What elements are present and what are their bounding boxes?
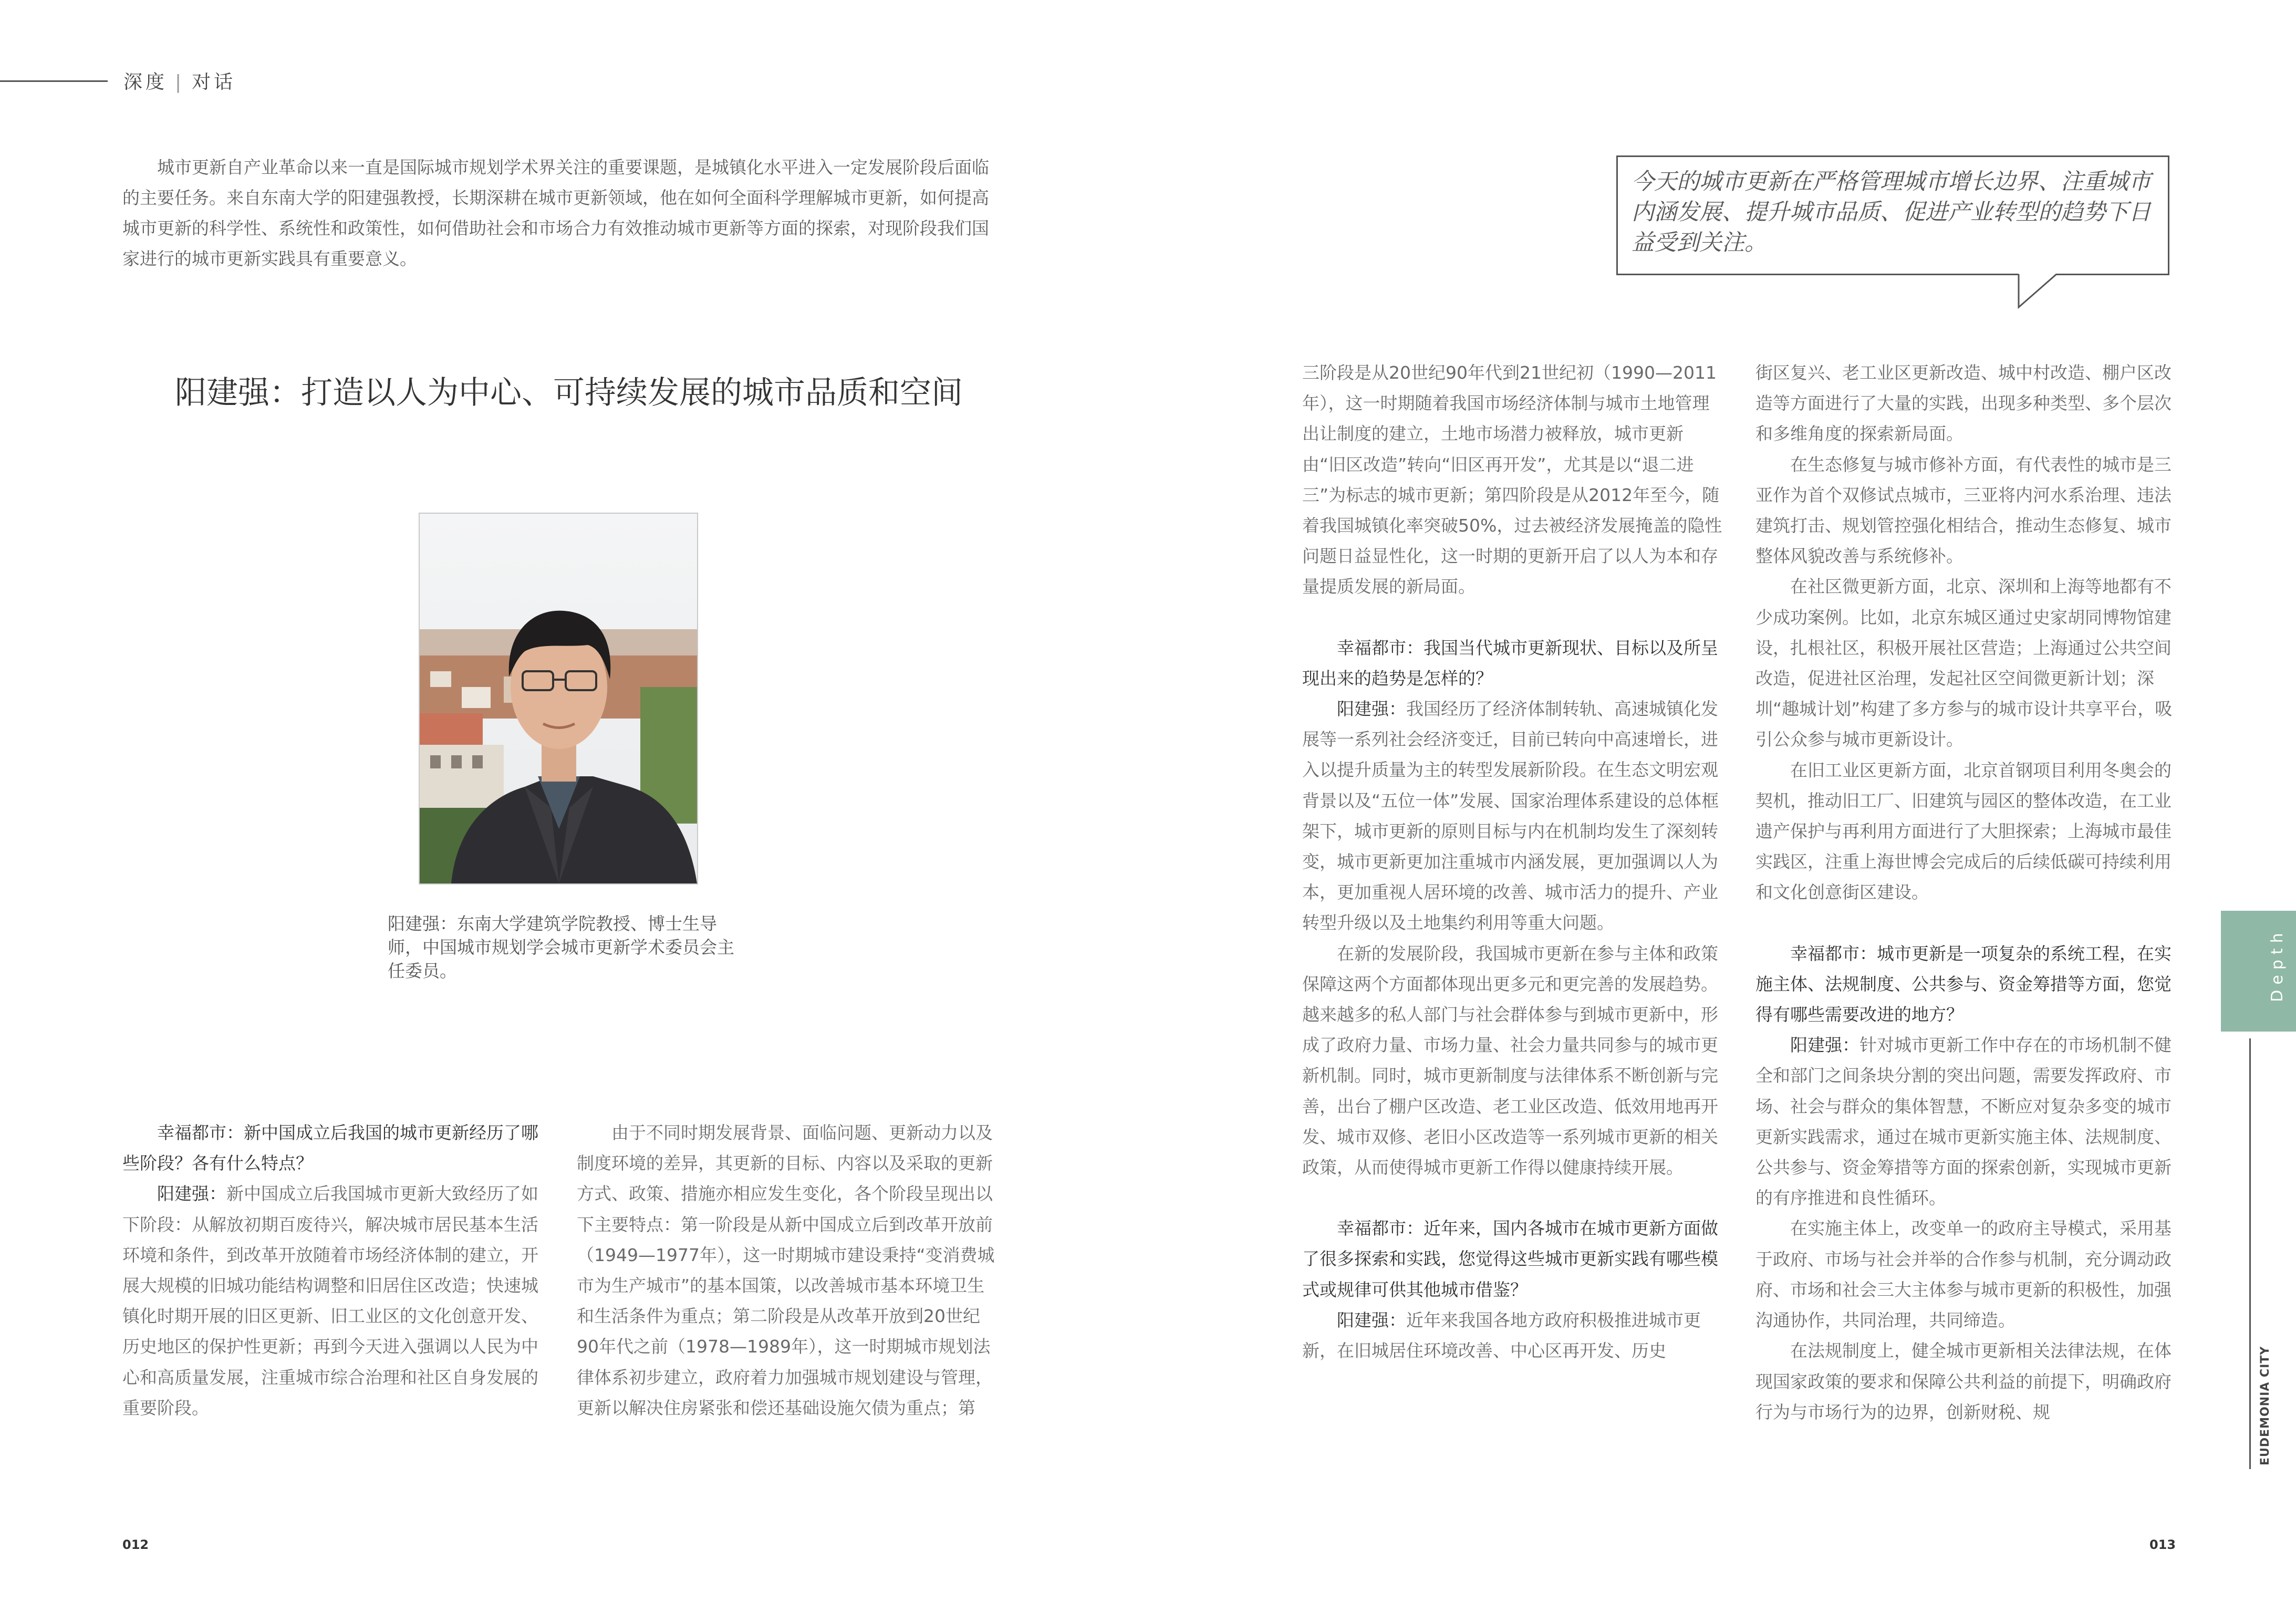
quote-tail-icon — [2017, 273, 2059, 310]
answer-2 — [1302, 694, 1722, 939]
text-column-3 — [1302, 358, 1722, 1366]
header-divider: | — [175, 71, 185, 93]
text-column-1 — [122, 1118, 543, 1423]
pull-quote: 今天的城市更新在严格管理城市增长边界、注重城市内涵发展、提升城市品质、促进产业转型的趋势下日益受到关注。 — [1616, 155, 2169, 275]
page-number-right: 013 — [2149, 1537, 2176, 1552]
interviewer-label: 幸福都市： — [157, 1122, 244, 1143]
question-text: 新中国成立后我国的城市更新经历了哪些阶段？各有什么特点？ — [122, 1122, 538, 1174]
section-side-tab — [2221, 911, 2296, 1032]
question-1 — [122, 1118, 543, 1179]
magazine-brand — [2259, 1313, 2280, 1465]
question-text: 城市更新是一项复杂的系统工程，在实施主体、法规制度、公共参与、资金筹措等方面，您觉得有哪些需要改进的地方？ — [1755, 943, 2172, 1025]
portrait-photo — [419, 513, 698, 884]
interviewee-label: 阳建强： — [1337, 1309, 1406, 1330]
subsection-label: 对话 — [192, 71, 236, 93]
interviewer-label: 幸福都市： — [1790, 943, 1877, 964]
body-paragraph: 在新的发展阶段，我国城市更新在参与主体和政策保障这两个方面都体现出更多元和更完善的发展趋势。越来越多的私人部门与社会群体参与到城市更新中，形成了政府力量、市场力量、社会力量共同参与的城市更新机制。同时，城市更新制度与法律体系不断创新与完善，出台了棚户区改造、老工业区改造、低效用地再开发、城市双修、老旧小区改造等一系列城市更新的相关政策，从而使得城市更新工作得以健康持续开展。 — [1302, 943, 1718, 1178]
body-paragraph: 街区复兴、老工业区更新改造、城中村改造、棚户区改造等方面进行了大量的实践，出现多种类型、多个层次和多维角度的探索新局面。 — [1755, 362, 2172, 444]
body-paragraph: 由于不同时期发展背景、面临问题、更新动力以及制度环境的差异，其更新的目标、内容以及采取的更新方式、政策、措施亦相应发生变化，各个阶段呈现出以下主要特点：第一阶段是从新中国成立后到改革开放前（1949—1977年），这一时期城市建设秉持“变消费城市为生产城市”的基本国策，以改善城市基本环境卫生和生活条件为重点；第二阶段是从改革开放到20世纪90年代之前（1978—1989年），这一时期城市规划法律体系初步建立，政府着力加强城市规划建设与管理，更新以解决住房紧张和偿还基础设施欠债为重点；第 — [577, 1122, 995, 1418]
body-paragraph: 在生态修复与城市修补方面，有代表性的城市是三亚作为首个双修试点城市，三亚将内河水系治理、违法建筑打击、规划管控强化相结合，推动生态修复、城市整体风貌改善与系统修补。 — [1755, 454, 2172, 567]
body-paragraph: 在法规制度上，健全城市更新相关法律法规，在体现国家政策的要求和保障公共利益的前提下，明确政府行为与市场行为的边界，创新财税、规 — [1755, 1340, 2172, 1422]
answer-3 — [1302, 1305, 1722, 1366]
section-label: 深度 — [123, 71, 168, 93]
interviewer-label: 幸福都市： — [1337, 637, 1424, 658]
question-4 — [1755, 939, 2176, 1031]
text-column-4 — [1755, 358, 2176, 1428]
interviewee-label: 阳建强： — [1790, 1035, 1859, 1056]
photo-caption: 阳建强：东南大学建筑学院教授、博士生导师，中国城市规划学会城市更新学术委员会主任委员。 — [388, 913, 734, 981]
text-column-2 — [577, 1118, 997, 1423]
interviewee-label: 阳建强： — [1337, 699, 1406, 720]
interviewee-label: 阳建强： — [157, 1183, 226, 1204]
intro-paragraph: 城市更新自产业革命以来一直是国际城市规划学术界关注的重要课题，是城镇化水平进入一定发展阶段后面临的主要任务。来自东南大学的阳建强教授，长期深耕在城市更新领域，他在如何全面科学理解城市更新，如何提高城市更新的科学性、系统性和政策性，如何借助社会和市场合力有效推动城市更新等方面的探索，对现阶段我们国家进行的城市更新实践具有重要意义。 — [122, 157, 989, 269]
answer-text: 我国经历了经济体制转轨、高速城镇化发展等一系列社会经济变迁，目前已转向中高速增长，进入以提升质量为主的转型发展新阶段。在生态文明宏观背景以及“五位一体”发展、国家治理体系建设的总体框架下，城市更新的原则目标与内在机制均发生了深刻转变，城市更新更加注重城市内涵发展，更加强调以人为本，更加重视人居环境的改善、城市活力的提升、产业转型升级以及土地集约利用等重大问题。 — [1302, 699, 1719, 933]
question-text: 我国当代城市更新现状、目标以及所呈现出来的趋势是怎样的？ — [1302, 637, 1718, 689]
answer-text: 近年来我国各地方政府积极推进城市更新，在旧城居住环境改善、中心区再开发、历史 — [1302, 1309, 1701, 1361]
question-2 — [1302, 633, 1722, 694]
brand-label: EUDEMONIA CITY — [2259, 1346, 2272, 1465]
question-3 — [1302, 1213, 1722, 1305]
question-text: 近年来，国内各城市在城市更新方面做了很多探索和实践，您觉得这些城市更新实践有哪些模式或规律可供其他城市借鉴？ — [1302, 1218, 1718, 1300]
page-number-left: 012 — [122, 1537, 149, 1552]
article-title: 阳建强：打造以人为中心、可持续发展的城市品质和空间 — [175, 374, 963, 411]
answer-1 — [122, 1179, 543, 1423]
body-paragraph: 在旧工业区更新方面，北京首钢项目利用冬奥会的契机，推动旧工厂、旧建筑与园区的整体改造，在工业遗产保护与再利用方面进行了大胆探索；上海城市最佳实践区，注重上海世博会完成后的后续低碳可持续利用和文化创意街区建设。 — [1755, 759, 2172, 903]
side-rule — [2249, 1038, 2251, 1469]
answer-4 — [1755, 1030, 2176, 1213]
body-paragraph: 在实施主体上，改变单一的政府主导模式，采用基于政府、市场与社会并举的合作参与机制，充分调动政府、市场和社会三大主体参与城市更新的积极性，加强沟通协作，共同治理，共同缔造。 — [1755, 1218, 2172, 1331]
body-paragraph: 在社区微更新方面，北京、深圳和上海等地都有不少成功案例。比如，北京东城区通过史家胡同博物馆建设，扎根社区，积极开展社区营造；上海通过公共空间改造，促进社区治理，发起社区空间微更新计划；深圳“趣城计划”构建了多方参与的城市设计共享平台，吸引公众参与城市更新设计。 — [1755, 576, 2173, 750]
side-tab-label: Depth — [2268, 928, 2287, 1002]
interviewer-label: 幸福都市： — [1337, 1218, 1424, 1239]
answer-text: 新中国成立后我国城市更新大致经历了如下阶段：从解放初期百废待兴，解决城市居民基本生活环境和条件，到改革开放随着市场经济体制的建立，开展大规模的旧城功能结构调整和旧居住区改造；快速城镇化时期开展的旧区更新、旧工业区的文化创意开发、历史地区的保护性更新；再到今天进入强调以人民为中心和高质量发展，注重城市综合治理和社区自身发展的重要阶段。 — [122, 1183, 538, 1418]
body-paragraph: 三阶段是从20世纪90年代到21世纪初（1990—2011年），这一时期随着我国市场经济体制与城市土地管理出让制度的建立，土地市场潜力被释放，城市更新由“旧区改造”转向“旧区再开发”，尤其是以“退二进三”为标志的城市更新；第四阶段是从2012年至今，随着我国城镇化率突破50%，过去被经济发展掩盖的隐性问题日益显性化，这一时期的更新开启了以人为本和存量提质发展的新局面。 — [1302, 362, 1722, 597]
section-header — [123, 67, 236, 94]
header-rule — [0, 80, 108, 82]
answer-text: 针对城市更新工作中存在的市场机制不健全和部门之间条块分割的突出问题，需要发挥政府、市场、社会与群众的集体智慧，不断应对复杂多变的城市更新实践需求，通过在城市更新实施主体、法规制度、公共参与、资金筹措等方面的探索创新，实现城市更新的有序推进和良性循环。 — [1755, 1035, 2172, 1209]
portrait-image — [420, 514, 697, 883]
